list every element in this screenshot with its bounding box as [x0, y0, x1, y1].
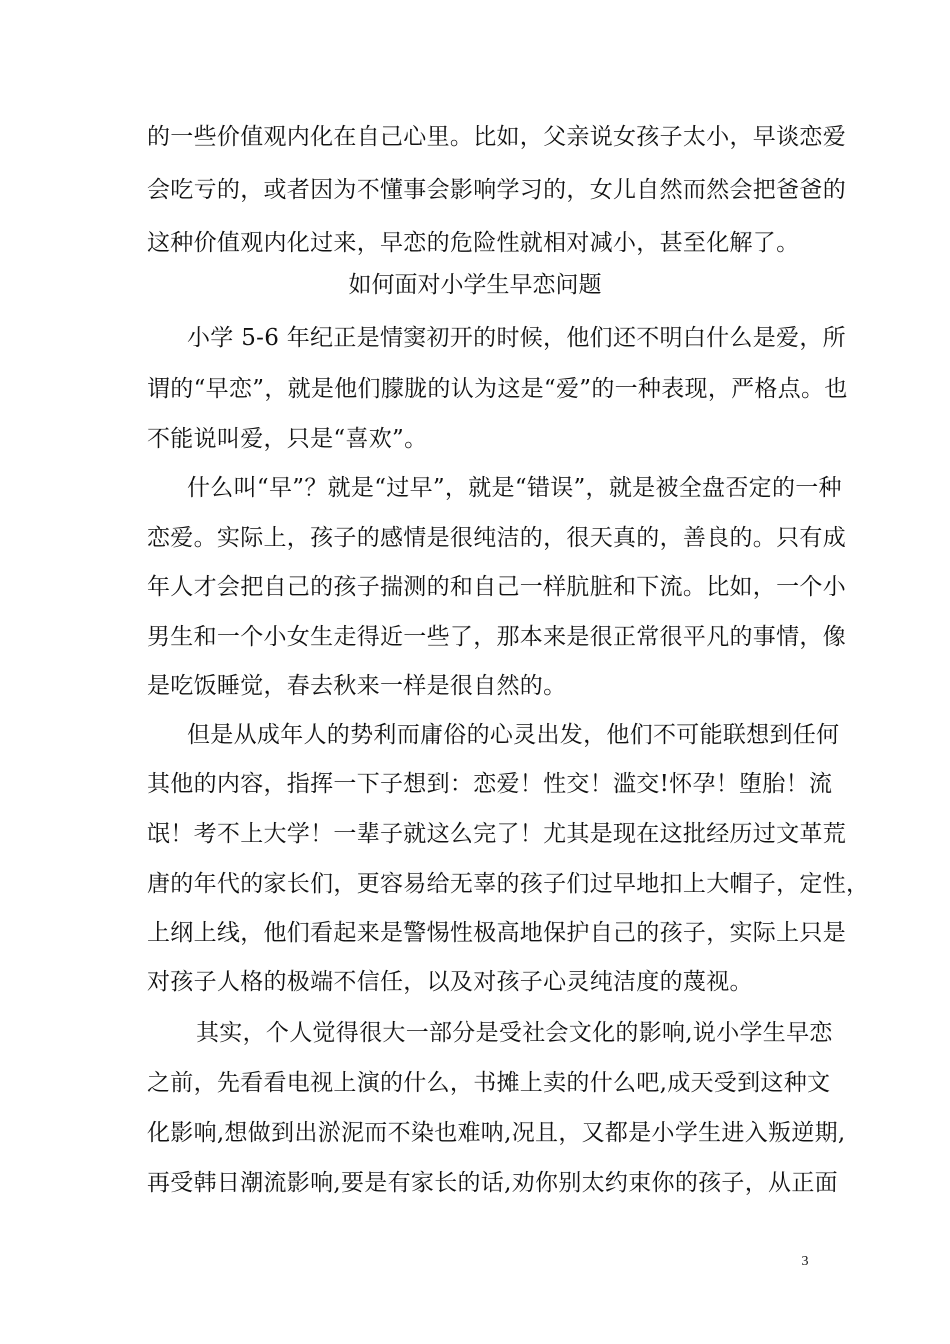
para1-line-2: 谓的“早恋”，就是他们朦胧的认为这是“爱”的一种表现，严格点。也: [147, 376, 848, 402]
para2-line-2: 恋爱。实际上，孩子的感情是很纯洁的，很天真的，善良的。只有成: [147, 525, 846, 551]
para3-line-5: 上纲上线，他们看起来是警惕性极高地保护自己的孩子，实际上只是: [147, 920, 846, 946]
para4-line-2: 之前，先看看电视上演的什么，书摊上卖的什么吧,成天受到这种文: [147, 1070, 831, 1096]
para2-line-1: 什么叫“早”？就是“过早”，就是“错误”，就是被全盘否定的一种: [187, 475, 842, 501]
intro-line-1: 的一些价值观内化在自己心里。比如，父亲说女孩子太小，早谈恋爱: [147, 124, 846, 150]
para3-line-4: 唐的年代的家长们，更容易给无辜的孩子们过早地扣上大帽子，定性，: [147, 871, 870, 897]
para1-line-1: 小学 5-6 年纪正是情窦初开的时候，他们还不明白什么是爱，所: [187, 325, 846, 351]
para2-line-5: 是吃饭睡觉，春去秋来一样是很自然的。: [147, 673, 567, 699]
para2-line-4: 男生和一个小女生走得近一些了，那本来是很正常很平凡的事情，像: [147, 624, 846, 650]
intro-line-2: 会吃亏的，或者因为不懂事会影响学习的，女儿自然而然会把爸爸的: [147, 177, 846, 203]
para3-line-2: 其他的内容，指挥一下子想到：恋爱！性交！滥交!怀孕！堕胎！流: [147, 771, 833, 797]
intro-line-3: 这种价值观内化过来，早恋的危险性就相对减小，甚至化解了。: [147, 230, 800, 256]
para4-line-3: 化影响,想做到出淤泥而不染也难呐,况且，又都是小学生进入叛逆期,: [147, 1120, 846, 1146]
para3-line-6: 对孩子人格的极端不信任，以及对孩子心灵纯洁度的蔑视。: [147, 969, 753, 995]
para1-line-3: 不能说叫爱，只是“喜欢”。: [147, 426, 428, 452]
page-number: 3: [801, 1254, 809, 1269]
section-heading: 如何面对小学生早恋问题: [348, 272, 602, 298]
para3-line-3: 氓！考不上大学！一辈子就这么完了！尤其是现在这批经历过文革荒: [147, 821, 846, 847]
para2-line-3: 年人才会把自己的孩子揣测的和自己一样肮脏和下流。比如，一个小: [147, 574, 846, 600]
para3-line-1: 但是从成年人的势利而庸俗的心灵出发，他们不可能联想到任何: [187, 722, 840, 748]
para4-line-1: 其实，个人觉得很大一部分是受社会文化的影响,说小学生早恋: [196, 1020, 833, 1046]
para4-line-4: 再受韩日潮流影响,要是有家长的话,劝你别太约束你的孩子，从正面: [147, 1170, 838, 1196]
